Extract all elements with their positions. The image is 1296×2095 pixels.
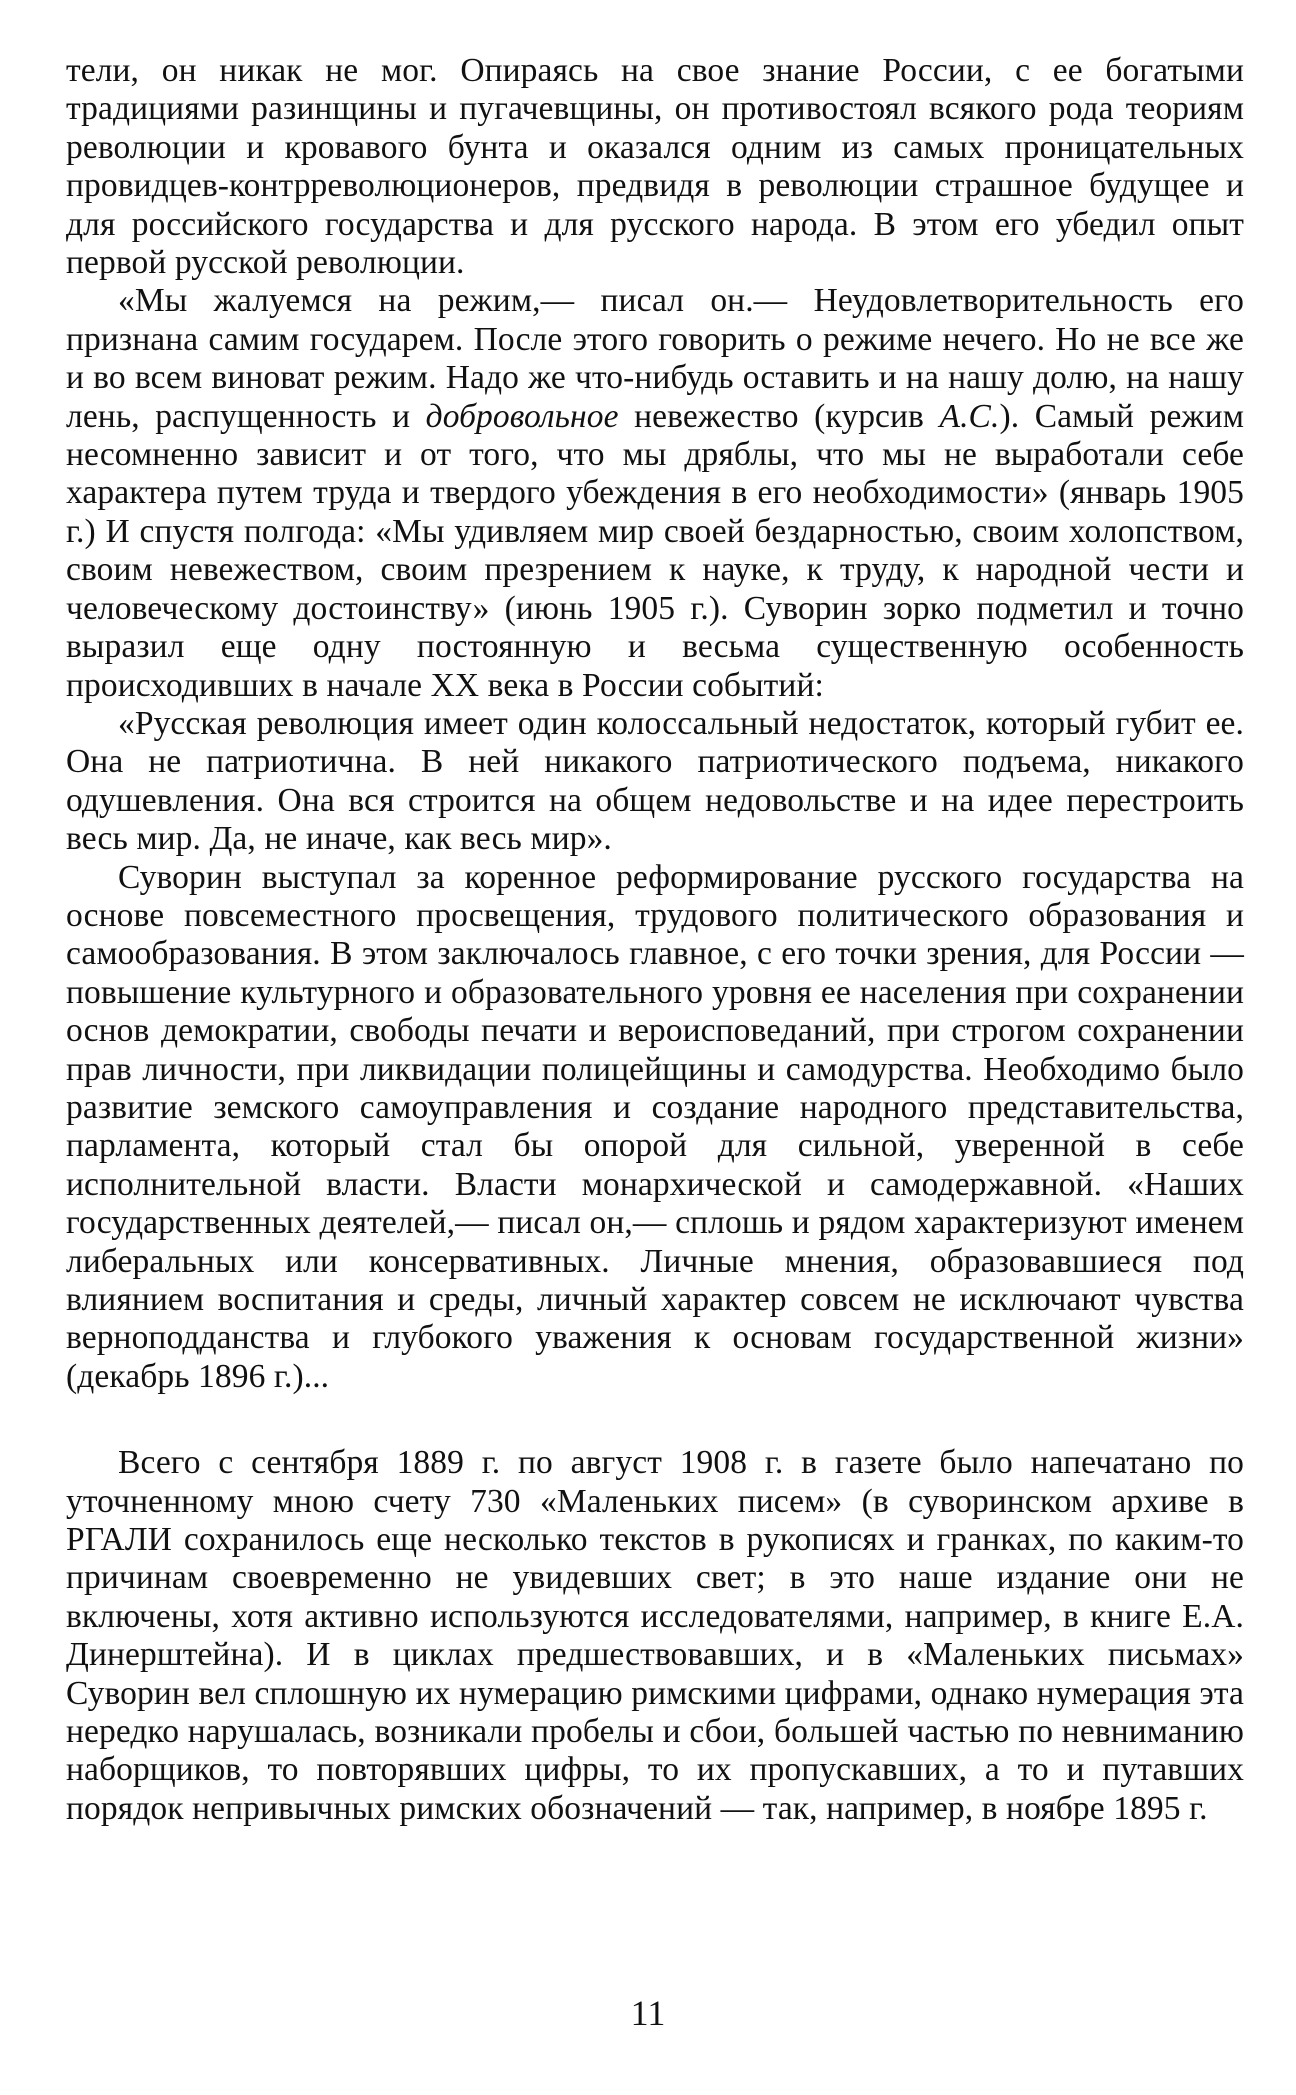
text-run: Суворин выступал за коренное реформирование русского государства на основе повсеместного просвещения, трудового политического образования и самообразования. В этом заключалось главное, с его точки зрения, для России — повышение культурного и образовательного уровня ее населения при сохранении основ демократии, свободы печати и вероисповеданий, при строгом сохранении прав личности, при ликвидации полицейщины и самодурства. Необходимо было развитие земского самоуправления и создание народного представительства, парламента, который стал бы опорой для сильной, уверенной в себе исполнительной власти. Власти монархической и самодержавной. «Наших государственных деятелей,— писал он,— сплошь и рядом характеризуют именем либеральных или консервативных. Личные мнения, образовавшиеся под влиянием воспитания и среды, личный характер совсем не исключают чувства верноподданства и глубокого уважения к основам государственной жизни» (декабрь 1896 г.)...	[66, 858, 1244, 1395]
paragraph	[66, 282, 1244, 704]
text-run: тели, он никак не мог. Опираясь на свое знание России, с ее богатыми традициями разинщины и пугачевщины, он противостоял всякого рода теориям революции и кровавого бунта и оказался одним из самых проницательных провидцев-контрреволюционеров, предвидя в революции страшное будущее и для российского государства и для русского народа. В этом его убедил опыт первой русской революции.	[66, 52, 1244, 282]
paragraph	[66, 52, 1244, 282]
text-run: Всего с сентября 1889 г. по август 1908 г. в газете было напечатано по уточненному мною счету 730 «Маленьких писем» (в суворинском архиве в РГАЛИ сохранилось еще несколько текстов в рукописях и гранках, по каким-то причинам своевременно не увидевших свет; в это наше издание они не включены, хотя активно используются исследователями, например, в книге Е.А. Динерштейна). И в циклах предшествовавших, и в «Маленьких письмах» Суворин вел сплошную их нумерацию римскими цифрами, однако нумерация эта нередко нарушалась, возникали пробелы и сбои, большей частью по невниманию наборщиков, то повторявших цифры, то их пропускавших, а то и путавших порядок непривычных римских обозначений — так, например, в ноябре 1895 г.	[66, 1444, 1244, 1827]
text-run: ). Самый режим несомненно зависит и от того, что мы дряблы, что мы не выработали себе характера путем труда и твердого убеждения в его необходимости» (январь 1905 г.) И спустя полгода: «Мы удивляем мир своей бездарностью, своим холопством, своим невежеством, своим презрением к науке, к труду, к народной чести и человеческому достоинству» (июнь 1905 г.). Суворин зорко подметил и точно выразил еще одну постоянную и весьма существенную особенность происходивших в начале XX века в России событий:	[66, 397, 1245, 704]
text-run: «Мы жалуемся на режим,— писал он.— Неудовлетворительность его признана самим государем. После этого говорить о режиме нечего. Но не все же и во всем виноват режим. Надо же что-нибудь оставить и на нашу долю, на нашу лень, распущенность и	[66, 282, 1244, 435]
paragraph	[66, 1444, 1244, 1828]
italic-run: А.С.	[939, 397, 1000, 435]
italic-run: добровольное	[425, 397, 619, 435]
paragraph	[66, 859, 1244, 1397]
text-run: «Русская революция имеет один колоссальный недостаток, который губит ее. Она не патриотична. В ней никакого патриотического подъема, никакого одушевления. Она вся строится на общем недовольстве и на идее перестроить весь мир. Да, не иначе, как весь мир».	[66, 704, 1244, 858]
page-body	[66, 52, 1244, 1828]
page-number: 11	[630, 1993, 666, 2033]
paragraph	[66, 705, 1244, 859]
text-run: невежество (курсив	[618, 397, 940, 435]
